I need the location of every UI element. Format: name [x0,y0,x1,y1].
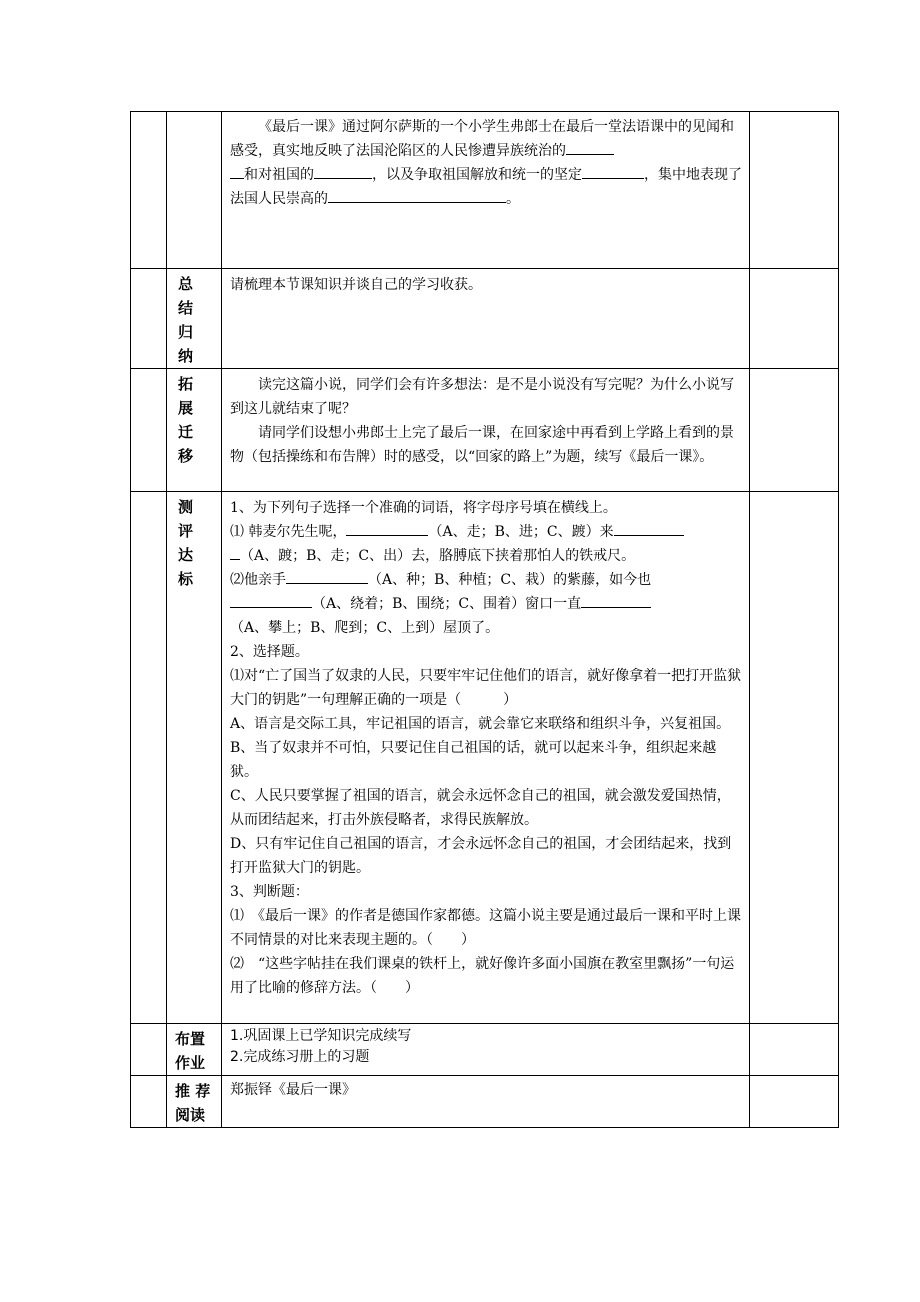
answer-blank[interactable] [230,163,244,179]
question-1-2: ⑵他亲手 （A、种；B、种植；C、栽）的紫藤，如今也 （A、绕着；B、围绕；C、围着）窗口一直 （A、攀上；B、爬到；C、上到）屋顶了。 [230,568,743,640]
question-2-stem: ⑴对“亡了国当了奴隶的人民，只要牢牢记住他们的语言，就好像拿着一把打开监狱大门的钥匙”一句理解正确的一项是（ ） [230,668,742,708]
intro-text-3: ，以及争取祖国解放和统一的坚定 [372,167,582,183]
reading-label: 推 荐 阅读 [175,1082,211,1124]
question-2-option-d: D、只有牢记住自己祖国的语言，才会永远怀念自己的祖国，才会团结起来，找到打开监狱大门的钥匙。 [230,836,732,876]
question-2-title: 2、选择题。 [230,644,309,660]
answer-blank[interactable] [230,592,312,608]
answer-blank[interactable] [314,163,372,179]
homework-item-2: 2.完成练习册上的习题 [230,1049,370,1065]
test-label: 测 评 达 标 [178,498,194,588]
intro-text-4: ，集中地表现了法国人民崇高的 [230,167,742,207]
summary-text: 请梳理本节课知识并谈自己的学习收获。 [230,277,482,293]
extension-paragraph-2: 请同学们设想小弗郎士上完了最后一课，在回家途中再看到上学路上看到的景物（包括操练和布告牌）时的感受，以“回家的路上”为题，续写《最后一课》。 [230,425,734,465]
homework-row [131,1024,839,1076]
summary-label: 总 结 归 纳 [178,275,194,365]
summary-row [131,269,839,369]
answer-blank[interactable] [566,139,614,155]
extension-row [131,369,839,492]
intro-row [131,112,839,269]
homework-label: 布置 作业 [175,1030,206,1072]
question-3-2: ⑵ “这些字帖挂在我们课桌的铁杆上，就好像许多面小国旗在教室里飘扬”一句运用了比喻的修辞方法。（ ） [230,956,735,996]
answer-blank[interactable] [230,544,240,560]
lesson-plan-table [130,111,839,1128]
test-row [131,492,839,1024]
answer-blank[interactable] [328,187,506,203]
answer-blank[interactable] [582,163,644,179]
intro-text-5: 。 [506,191,520,207]
question-1-title: 1、为下列句子选择一个准确的词语，将字母序号填在横线上。 [230,500,617,516]
intro-text-2: 和对祖国的 [244,167,314,183]
question-2-option-c: C、人民只要掌握了祖国的语言，就会永远怀念自己的祖国，就会激发爱国热情，从而团结起来，打击外族侵略者，求得民族解放。 [230,788,731,828]
question-3-title: 3、判断题： [230,884,309,900]
answer-blank[interactable] [581,592,651,608]
question-2-option-b: B、当了奴隶并不可怕，只要记住自己祖国的话，就可以起来斗争，组织起来越狱。 [230,740,717,780]
extension-paragraph-1: 读完这篇小说，同学们会有许多想法：是不是小说没有写完呢？为什么小说写到这儿就结束了呢？ [230,377,734,417]
reading-text: 郑振铎《最后一课》 [230,1082,356,1098]
homework-item-1: 1.巩固课上已学知识完成续写 [230,1028,412,1044]
answer-blank[interactable] [286,568,368,584]
intro-text-1: 《最后一课》通过阿尔萨斯的一个小学生弗郎士在最后一堂法语课中的见闻和感受，真实地反映了法国沦陷区的人民惨遭异族统治的 [230,119,734,159]
test-content [222,492,749,1004]
answer-blank[interactable] [614,520,684,536]
extension-label: 拓 展 迁 移 [178,375,194,465]
reading-row [131,1076,839,1128]
question-2-option-a: A、语言是交际工具，牢记祖国的语言，就会靠它来联络和组织斗争，兴复祖国。 [230,716,731,732]
answer-blank[interactable] [346,520,428,536]
question-1-1: ⑴ 韩麦尔先生呢， （A、走；B、进；C、踱）来 （A、踱；B、走；C、出）去，胳膊底下挟着那怕人的铁戒尺。 [230,520,743,568]
question-3-1: ⑴ 《最后一课》的作者是德国作家都德。这篇小说主要是通过最后一课和平时上课不同情景的对比来表现主题的。（ ） [230,908,741,948]
intro-paragraph [222,112,749,215]
